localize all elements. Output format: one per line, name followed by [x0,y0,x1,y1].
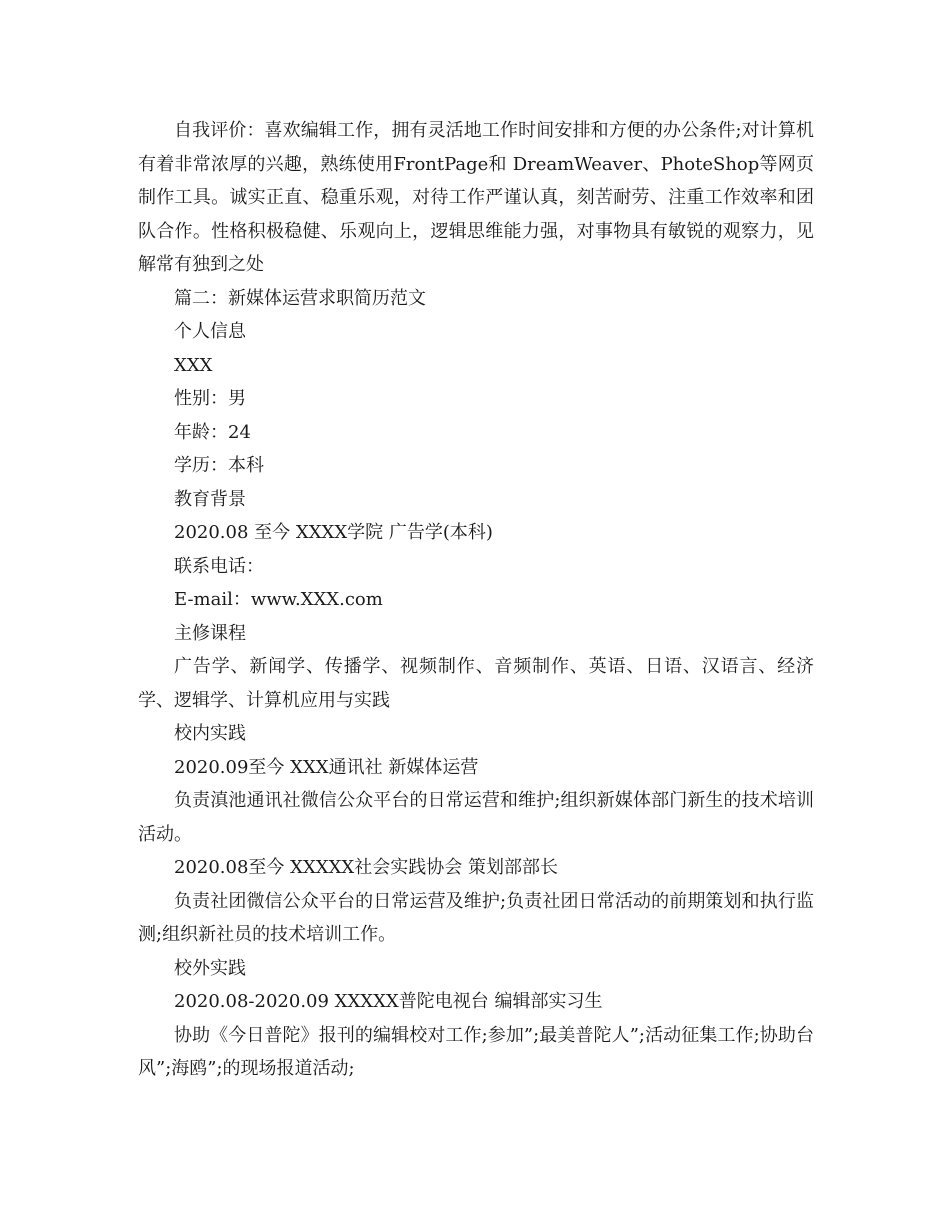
campus-practice-entry-1: 2020.09至今 XXX通讯社 新媒体运营 [174,756,479,778]
degree-line: 学历：本科 [174,455,264,476]
email-line: E-mail：www.XXX.com [174,589,383,610]
subheading-external-practice: 校外实践 [174,957,246,979]
subheading-courses: 主修课程 [174,622,246,644]
courses-paragraph: 广告学、新闻学、传播学、视频制作、音频制作、英语、日语、汉语言、经济学、逻辑学、计算机应用与实践 [138,656,814,711]
phone-line: 联系电话： [174,555,264,577]
external-practice-entry-1: 2020.08-2020.09 XXXXX普陀电视台 编辑部实习生 [174,991,603,1012]
document-body [138,114,814,1086]
education-line: 2020.08 至今 XXXX学院 广告学(本科) [174,522,493,543]
age-line: 年龄：24 [174,421,251,443]
name-line: XXX [174,354,213,376]
self-evaluation-paragraph: 自我评价：喜欢编辑工作，拥有灵活地工作时间安排和方便的办公条件;对计算机有着非常浓厚的兴趣，熟练使用FrontPage和 DreamWeaver、PhoteShop等网页制作工具。诚实正直、稳重乐观，对待工作严谨认真，刻苦耐劳、注重工作效率和团队合作。性格积极稳健、乐观向上，逻辑思维能力强，对事物具有敏锐的观察力，见解常有独到之处 [138,120,814,275]
section-heading: 篇二：新媒体运营求职简历范文 [174,287,426,309]
external-practice-desc-1: 协助《今日普陀》报刊的编辑校对工作;参加”;最美普陀人”;活动征集工作;协助台风”;海鸥”;的现场报道活动; [138,1024,814,1079]
gender-line: 性别：男 [174,388,246,409]
subheading-campus-practice: 校内实践 [174,723,246,744]
subheading-education: 教育背景 [174,488,246,510]
subheading-personal-info: 个人信息 [174,321,246,342]
campus-practice-entry-2: 2020.08至今 XXXXX社会实践协会 策划部部长 [174,857,558,878]
campus-practice-desc-1: 负责滇池通讯社微信公众平台的日常运营和维护;组织新媒体部门新生的技术培训活动。 [138,790,814,845]
campus-practice-desc-2: 负责社团微信公众平台的日常运营及维护;负责社团日常活动的前期策划和执行监测;组织新社员的技术培训工作。 [138,890,814,945]
